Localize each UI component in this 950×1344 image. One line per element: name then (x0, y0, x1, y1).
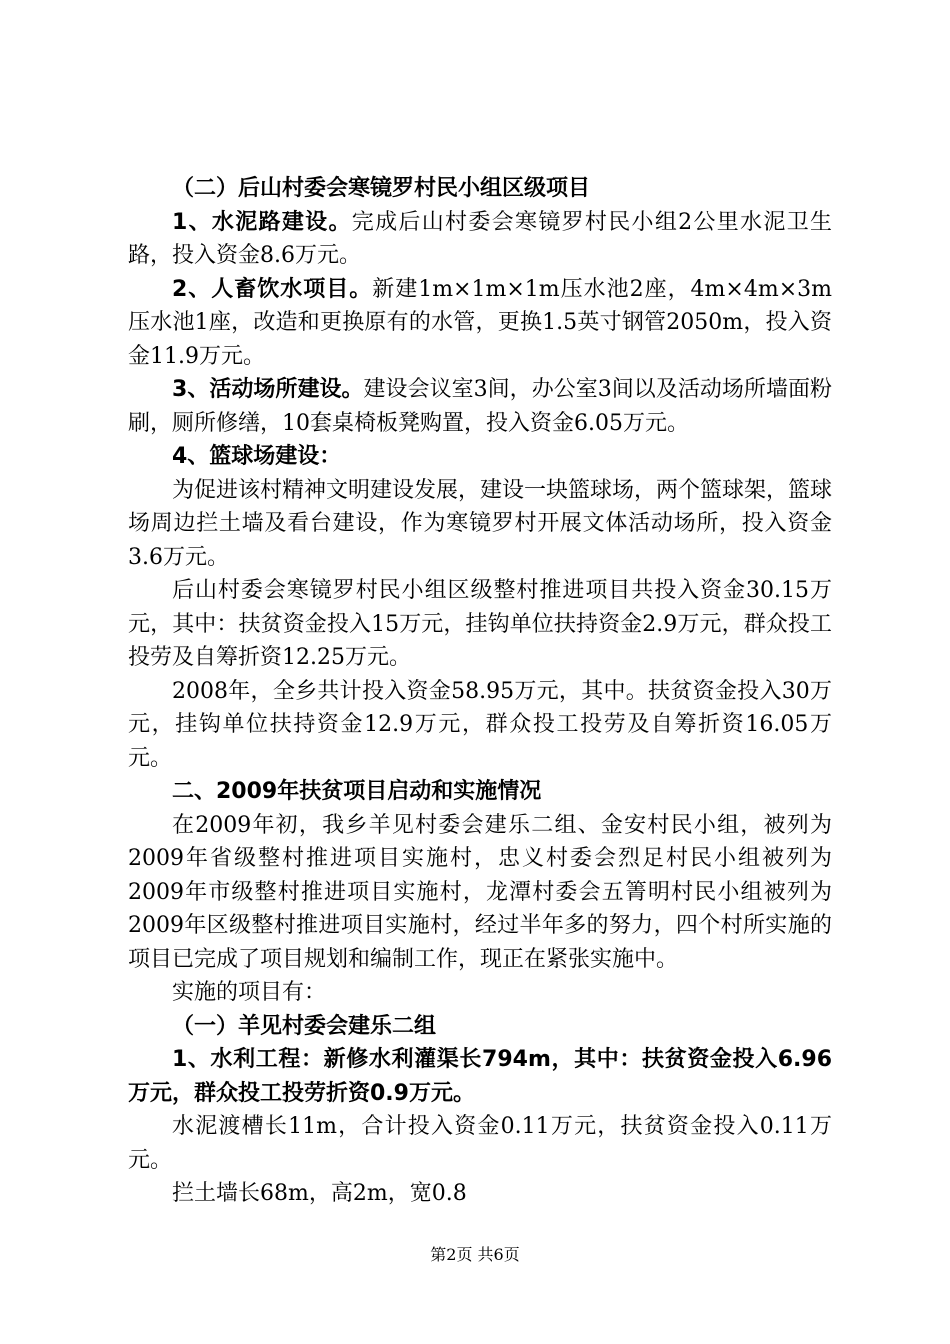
heading-basketball-court: 4、篮球场建设： (172, 444, 342, 469)
paragraph-text: 完成后山村委会寒镜罗村民小组2公里水泥卫生路，投入资金8.6万元。 (128, 209, 833, 268)
paragraph-retaining-wall: 拦土墙长68m，高2m，宽0.8 (172, 1181, 467, 1206)
paragraph-basketball-detail: 为促进该村精神文明建设发展，建设一块篮球场，两个篮球架，篮球场周边拦土墙及看台建设，作为寒镜罗村开展文体活动场所，投入资金3.6万元。 (128, 477, 833, 570)
section-heading-houshan: （二）后山村委会寒镜罗村民小组区级项目 (172, 176, 591, 201)
paragraph-drinking-water (128, 273, 832, 374)
paragraph-houshan-total: 后山村委会寒镜罗村民小组区级整村推进项目共投入资金30.15万元，其中：扶贫资金投入15万元，挂钩单位扶持资金2.9万元，群众投工投劳及自筹折资12.25万元。 (128, 578, 832, 670)
paragraph-cement-road (128, 206, 832, 273)
paragraph-projects-list: 实施的项目有： (172, 980, 327, 1005)
paragraph-2009-intro: 在2009年初，我乡羊见村委会建乐二组、金安村民小组，被列为2009年省级整村推进项目实施村，忠义村委会烈足村民小组被列为2009年市级整村推进项目实施村，龙潭村委会五箐明村民小组被列为2009年区级整村推进项目实施村，经过半年多的努力，四个村所实施的项目已完成了项目规划和编制工作，现正在紧张实施中。 (128, 812, 832, 972)
paragraph-activity-venue (128, 373, 832, 440)
document-body (128, 172, 832, 1211)
paragraph-lead: 1、水泥路建设。 (172, 209, 352, 235)
paragraph-text: 建设会议室3间，办公室3间以及活动场所墙面粉刷，厕所修缮，10套桌椅板凳购置，投入资金6.05万元。 (128, 377, 832, 436)
paragraph-text: 新建1m×1m×1m压水池2座，4m×4m×3m压水池1座，改造和更换原有的水管，更换1.5英寸钢管2050m，投入资金11.9万元。 (128, 276, 832, 369)
paragraph-lead: 2、人畜饮水项目。 (172, 276, 373, 302)
section-heading-2009: 二、2009年扶贫项目启动和实施情况 (172, 779, 542, 804)
paragraph-2008-total: 2008年，全乡共计投入资金58.95万元，其中。扶贫资金投入30万元，挂钩单位扶持资金12.9万元，群众投工投劳及自筹折资16.05万元。 (128, 678, 832, 771)
paragraph-lead: 3、活动场所建设。 (172, 377, 364, 402)
paragraph-irrigation: 1、水利工程：新修水利灌渠长794m，其中：扶贫资金投入6.96万元，群众投工投劳折资0.9万元。 (128, 1047, 832, 1106)
page-footer: 第2页 共6页 (430, 1245, 520, 1264)
section-heading-jianle: （一）羊见村委会建乐二组 (172, 1013, 437, 1039)
paragraph-aqueduct: 水泥渡槽长11m，合计投入资金0.11万元，扶贫资金投入0.11万元。 (128, 1114, 832, 1173)
